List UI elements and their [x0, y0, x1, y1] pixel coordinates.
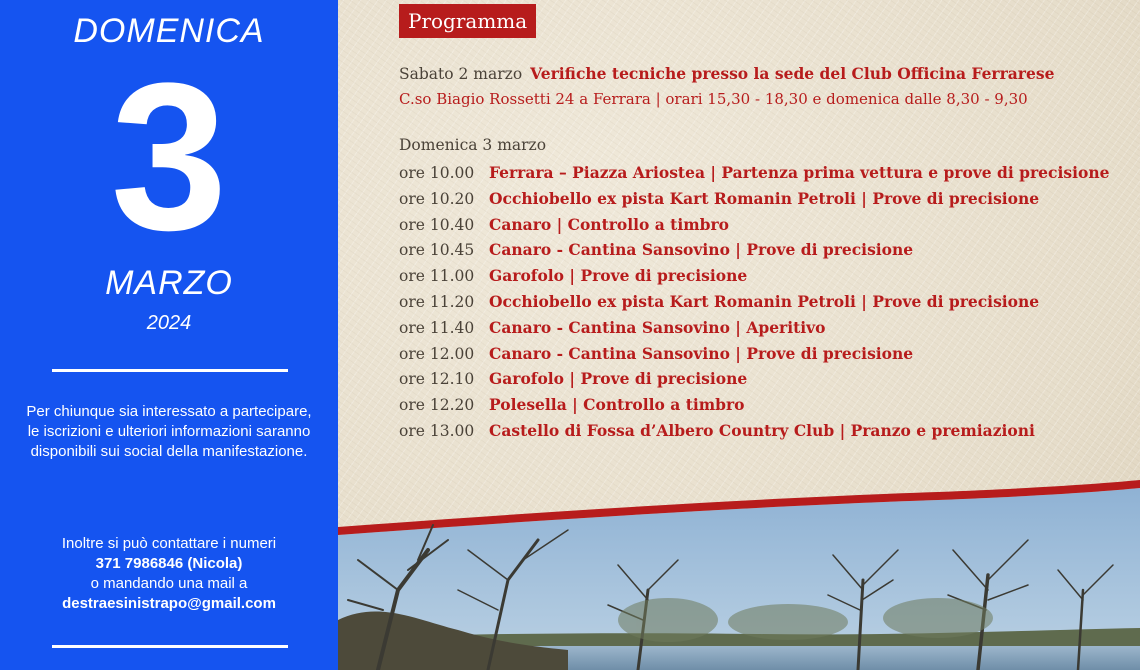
- day-name: DOMENICA: [73, 12, 265, 50]
- schedule-time: ore 11.00: [399, 267, 475, 286]
- program-panel: [338, 0, 1140, 670]
- schedule-event: Canaro - Cantina Sansovino | Prove di precisione: [489, 343, 914, 363]
- schedule-event: Polesella | Controllo a timbro: [489, 395, 745, 415]
- schedule-item: [399, 237, 1109, 263]
- schedule-event: Canaro - Cantina Sansovino | Aperitivo: [489, 317, 826, 337]
- river-landscape-photo: [338, 470, 1140, 670]
- date-panel: [0, 0, 338, 670]
- schedule-event: Canaro - Cantina Sansovino | Prove di precisione: [489, 240, 914, 260]
- schedule-time: ore 12.20: [399, 396, 475, 415]
- schedule-time: ore 11.20: [399, 292, 475, 311]
- schedule-item: [399, 186, 1109, 212]
- schedule-item: [399, 289, 1109, 315]
- schedule-event: Occhiobello ex pista Kart Romanin Petroli | Prove di precisione: [489, 188, 1040, 208]
- saturday-description: Verifiche tecniche presso la sede del Club Officina Ferrarese: [530, 64, 1055, 83]
- schedule-list: [399, 160, 1109, 444]
- schedule-event: Garofolo | Prove di precisione: [489, 369, 748, 389]
- schedule-item: [399, 212, 1109, 238]
- divider-bottom: [52, 645, 288, 648]
- schedule-time: ore 10.45: [399, 241, 475, 260]
- schedule-event: Ferrara – Piazza Ariostea | Partenza prima vettura e prove di precisione: [489, 163, 1110, 182]
- schedule-time: ore 10.20: [399, 189, 475, 208]
- contact-info: [20, 534, 318, 614]
- year: 2024: [146, 312, 192, 334]
- schedule-time: ore 12.10: [399, 370, 475, 389]
- schedule-event: Occhiobello ex pista Kart Romanin Petroli | Prove di precisione: [489, 291, 1040, 311]
- saturday-day: Sabato 2 marzo: [399, 65, 523, 83]
- schedule-item: [399, 418, 1109, 444]
- schedule-event: Canaro | Controllo a timbro: [489, 214, 729, 234]
- program-label: Programma: [399, 4, 536, 38]
- saturday-details: C.so Biagio Rossetti 24 a Ferrara | orari 15,30 - 18,30 e domenica dalle 8,30 - 9,30: [399, 90, 1028, 108]
- day-number: 3: [110, 39, 228, 274]
- schedule-time: ore 10.00: [399, 164, 475, 182]
- schedule-item: [399, 160, 1109, 186]
- mail-intro: o mandando una mail a: [90, 575, 248, 592]
- month-name: MARZO: [105, 264, 233, 302]
- schedule-time: ore 12.00: [399, 344, 475, 363]
- schedule-item: [399, 392, 1109, 418]
- schedule-item: [399, 341, 1109, 367]
- contact-intro: Inoltre si può contattare i numeri: [61, 535, 277, 552]
- saturday-line: [399, 64, 1054, 83]
- phone-number[interactable]: 371 7986846 (Nicola): [95, 555, 243, 572]
- schedule-event: Castello di Fossa d’Albero Country Club | Pranzo e premiazioni: [489, 420, 1035, 440]
- schedule-item: [399, 366, 1109, 392]
- schedule-item: [399, 263, 1109, 289]
- schedule-time: ore 11.40: [399, 318, 475, 337]
- schedule-item: [399, 315, 1109, 341]
- email-address[interactable]: destraesinistrapo@gmail.com: [62, 595, 276, 612]
- registration-info: Per chiunque sia interessato a partecipare, le iscrizioni e ulteriori informazioni saranno disponibili sui social della manifestazione.: [26, 403, 312, 460]
- sunday-title: Domenica 3 marzo: [399, 136, 547, 154]
- divider-top: [52, 369, 288, 372]
- schedule-event: Garofolo | Prove di precisione: [489, 266, 748, 286]
- schedule-time: ore 10.40: [399, 215, 475, 234]
- schedule-time: ore 13.00: [399, 421, 475, 440]
